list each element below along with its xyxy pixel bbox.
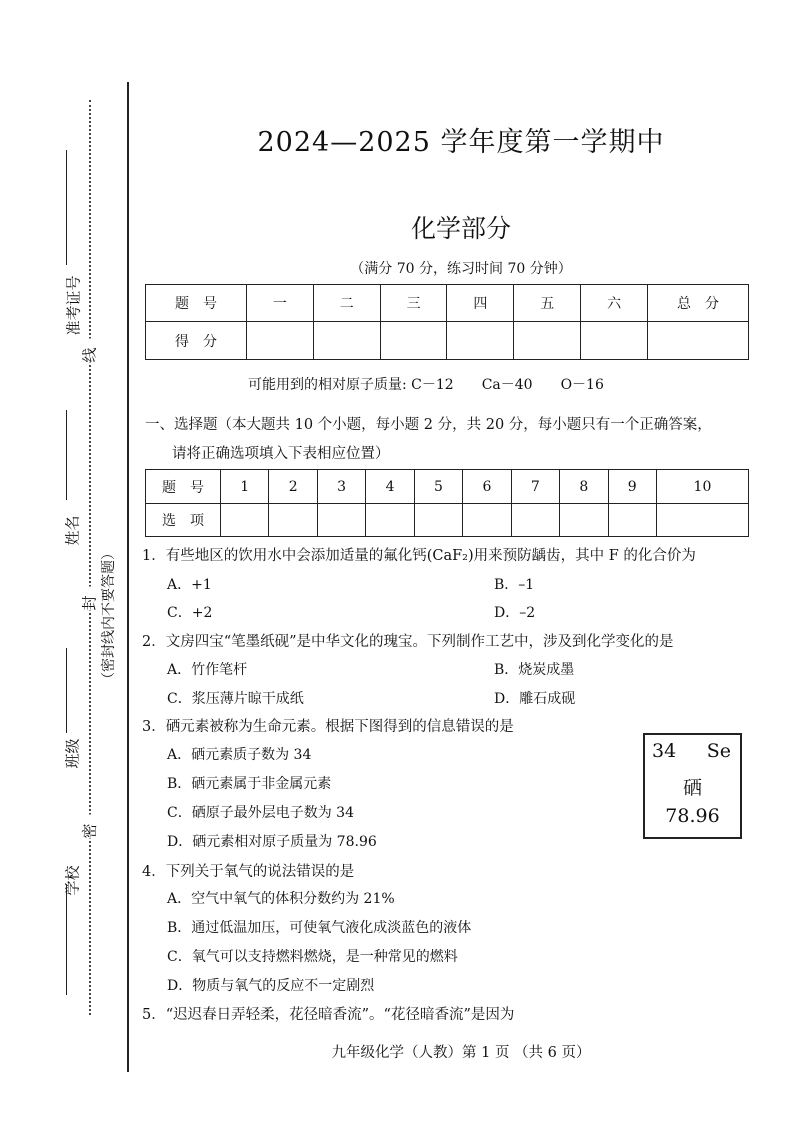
score-cell-6: 六 bbox=[581, 285, 648, 322]
subject-title: 化学部分 bbox=[410, 214, 511, 243]
element-atomic-mass: 78.96 bbox=[665, 805, 720, 827]
answer-input[interactable] bbox=[221, 504, 269, 537]
score-cell-4: 四 bbox=[447, 285, 514, 322]
exam-id-label: 准考证号 bbox=[64, 275, 83, 336]
score-row-label: 得 分 bbox=[146, 322, 247, 360]
score-cell-5: 五 bbox=[514, 285, 581, 322]
q2-option-c[interactable]: C．浆压薄片晾干成纸 bbox=[167, 691, 304, 707]
answer-number: 9 bbox=[608, 470, 656, 504]
score-input[interactable] bbox=[447, 322, 514, 360]
score-table-score-row bbox=[146, 322, 749, 360]
class-underline bbox=[66, 648, 67, 733]
q2-option-a[interactable]: A．竹作笔杆 bbox=[167, 662, 248, 678]
seal-char-feng: 封 bbox=[79, 587, 100, 611]
seal-char-mi: 密 bbox=[79, 815, 100, 839]
q1-option-b[interactable]: B．–1 bbox=[494, 577, 535, 593]
exam-id-underline bbox=[66, 150, 67, 265]
atomic-masses: 可能用到的相对原子质量: C－12 Ca－40 O－16 bbox=[248, 377, 604, 393]
answer-number: 10 bbox=[656, 470, 748, 504]
class-label: 班级 bbox=[63, 738, 82, 769]
answer-number: 7 bbox=[511, 470, 559, 504]
answer-number: 2 bbox=[269, 470, 317, 504]
exam-title: 2024—2025 学年度第一学期中 bbox=[257, 127, 665, 158]
q1-option-c[interactable]: C．+2 bbox=[167, 605, 213, 621]
element-name: 硒 bbox=[682, 777, 702, 799]
answer-input[interactable] bbox=[656, 504, 748, 537]
element-atomic-number: 34 bbox=[652, 740, 677, 762]
answer-input[interactable] bbox=[414, 504, 462, 537]
score-input[interactable] bbox=[313, 322, 380, 360]
score-table bbox=[145, 284, 749, 360]
score-input[interactable] bbox=[581, 322, 648, 360]
school-label: 学校 bbox=[63, 865, 82, 896]
q3-option-c[interactable]: C．硒原子最外层电子数为 34 bbox=[167, 805, 354, 821]
q3-stem: 3．硒元素被称为生命元素。根据下图得到的信息错误的是 bbox=[142, 719, 514, 735]
answer-number: 5 bbox=[414, 470, 462, 504]
answer-number: 4 bbox=[366, 470, 414, 504]
seal-dotted-line bbox=[89, 100, 91, 1015]
q3-option-a[interactable]: A．硒元素质子数为 34 bbox=[167, 747, 312, 763]
q1-option-a[interactable]: A．+1 bbox=[167, 577, 212, 593]
answer-input[interactable] bbox=[560, 504, 608, 537]
q1-stem: 1．有些地区的饮用水中会添加适量的氟化钙(CaF₂)用来预防龋齿，其中 F 的化合价为 bbox=[142, 548, 696, 564]
answer-table-number-row bbox=[146, 470, 749, 504]
q5-stem: 5．“迟迟春日弄轻柔，花径暗香流”。“花径暗香流”是因为 bbox=[142, 1007, 515, 1023]
answer-table bbox=[145, 469, 749, 537]
score-cell-total: 总 分 bbox=[648, 285, 749, 322]
score-table-header-row bbox=[146, 285, 749, 322]
section1-heading: 一、选择题（本大题共 10 个小题，每小题 2 分，共 20 分，每小题只有一个正确答案， bbox=[145, 417, 712, 433]
answer-number: 3 bbox=[317, 470, 365, 504]
q4-option-b[interactable]: B．通过低温加压，可使氧气液化成淡蓝色的液体 bbox=[167, 920, 472, 936]
score-input[interactable] bbox=[380, 322, 447, 360]
element-symbol: Se bbox=[706, 740, 731, 762]
answer-input[interactable] bbox=[317, 504, 365, 537]
answer-number: 8 bbox=[560, 470, 608, 504]
answer-header-label: 题 号 bbox=[146, 470, 221, 504]
q1-option-d[interactable]: D．–2 bbox=[494, 605, 536, 621]
q2-option-d[interactable]: D．雕石成砚 bbox=[494, 691, 576, 707]
school-underline bbox=[66, 885, 67, 995]
exam-info: （满分 70 分，练习时间 70 分钟） bbox=[350, 261, 572, 277]
score-cell-label: 题 号 bbox=[146, 285, 247, 322]
seal-char-xian: 线 bbox=[79, 339, 100, 363]
element-card-selenium bbox=[643, 733, 742, 839]
q4-stem: 4．下列关于氧气的说法错误的是 bbox=[142, 864, 355, 880]
section1-subheading: 请将正确选项填入下表相应位置） bbox=[172, 446, 390, 462]
q2-option-b[interactable]: B．烧炭成墨 bbox=[494, 662, 575, 678]
score-input[interactable] bbox=[247, 322, 314, 360]
q4-option-a[interactable]: A．空气中氧气的体积分数约为 21% bbox=[167, 891, 395, 907]
answer-input[interactable] bbox=[366, 504, 414, 537]
score-cell-3: 三 bbox=[380, 285, 447, 322]
answer-choice-label: 选 项 bbox=[146, 504, 221, 537]
score-input[interactable] bbox=[514, 322, 581, 360]
page-footer: 九年级化学（人教）第 1 页 （共 6 页） bbox=[331, 1045, 591, 1061]
name-label: 姓名 bbox=[63, 515, 82, 546]
answer-table-choice-row bbox=[146, 504, 749, 537]
score-cell-2: 二 bbox=[313, 285, 380, 322]
answer-input[interactable] bbox=[511, 504, 559, 537]
answer-number: 1 bbox=[221, 470, 269, 504]
name-underline bbox=[66, 410, 67, 500]
q3-option-d[interactable]: D．硒元素相对原子质量为 78.96 bbox=[167, 834, 377, 850]
score-cell-1: 一 bbox=[247, 285, 314, 322]
answer-number: 6 bbox=[463, 470, 511, 504]
answer-input[interactable] bbox=[269, 504, 317, 537]
seal-note: （密封线内不要答题） bbox=[101, 546, 117, 686]
q2-stem: 2．文房四宝“笔墨纸砚”是中华文化的瑰宝。下列制作工艺中，涉及到化学变化的是 bbox=[142, 634, 674, 650]
answer-input[interactable] bbox=[463, 504, 511, 537]
q4-option-d[interactable]: D．物质与氧气的反应不一定剧烈 bbox=[167, 978, 375, 994]
answer-input[interactable] bbox=[608, 504, 656, 537]
q4-option-c[interactable]: C．氧气可以支持燃料燃烧，是一种常见的燃料 bbox=[167, 949, 458, 965]
score-input-total[interactable] bbox=[648, 322, 749, 360]
q3-option-b[interactable]: B．硒元素属于非金属元素 bbox=[167, 776, 332, 792]
